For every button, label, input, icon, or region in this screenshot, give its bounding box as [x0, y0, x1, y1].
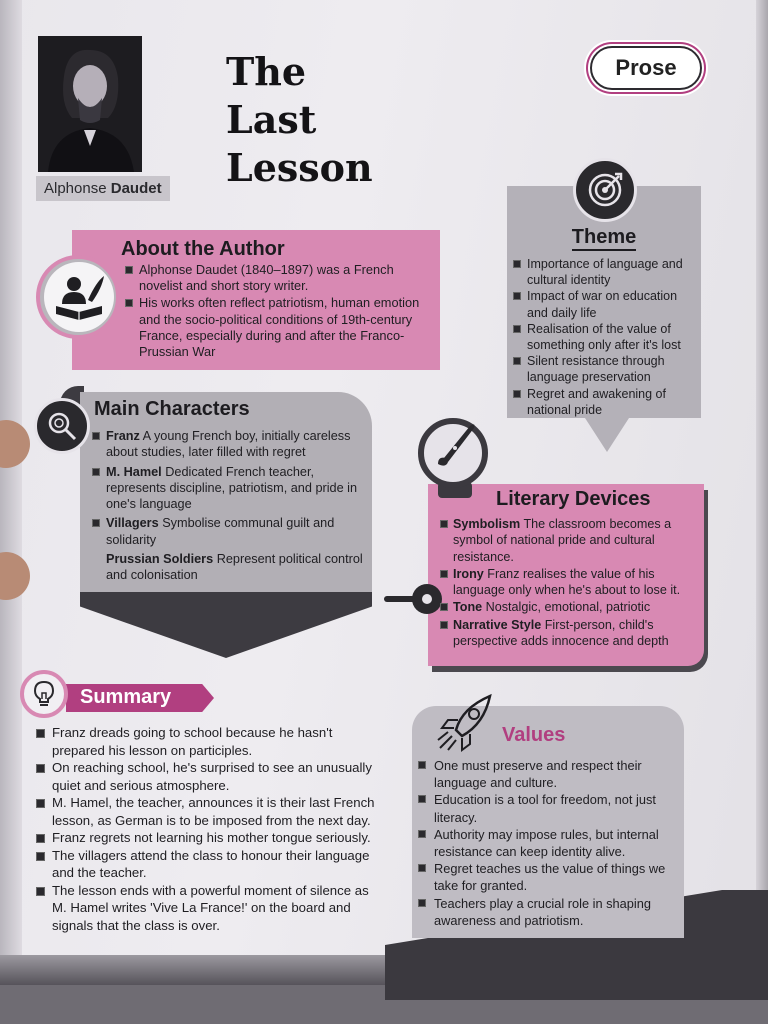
author-name-tag	[36, 176, 170, 201]
list-item: Tone Nostalgic, emotional, patriotic	[440, 599, 698, 615]
author-first-name: Alphonse	[44, 180, 107, 197]
title-line-2: Last	[226, 97, 317, 142]
list-item: Importance of language and cultural identity	[513, 256, 699, 288]
list-item: Teachers play a crucial role in shaping awareness and patriotism.	[418, 895, 680, 929]
page-title	[226, 48, 406, 192]
list-item: Symbolism The classroom becomes a symbol of national pride and cultural resistance.	[440, 516, 698, 565]
list-item: Prussian Soldiers Represent political control and colonisation	[106, 552, 363, 583]
list-item: Realisation of the value of something only after it's lost	[513, 321, 699, 353]
list-item: Education is a tool for freedom, not just literacy.	[418, 791, 680, 825]
bullet-icon	[92, 432, 100, 440]
bullet-icon	[92, 468, 100, 476]
list-item: Impact of war on education and daily life	[513, 288, 699, 320]
title-line-1: The	[226, 49, 307, 94]
list-item: Regret and awakening of national pride	[513, 386, 699, 418]
bullet-icon	[36, 729, 45, 738]
bullet-icon	[513, 260, 521, 268]
bullet-icon	[36, 852, 45, 861]
bullet-icon	[418, 899, 426, 907]
magnifier-icon	[34, 398, 90, 454]
list-item: Franz regrets not learning his mother tongue seriously.	[36, 829, 386, 847]
bullet-icon	[440, 520, 448, 528]
literary-devices-list	[440, 516, 698, 650]
list-item: Franz dreads going to school because he hasn't prepared his lesson on participles.	[36, 724, 386, 759]
values-list	[418, 757, 680, 929]
theme-list	[513, 256, 699, 418]
list-item: On reaching school, he's surprised to see an unusually quiet and serious atmosphere.	[36, 759, 386, 794]
bullet-icon	[440, 603, 448, 611]
main-characters-heading: Main Characters	[94, 398, 250, 420]
list-item: Villagers Symbolise communal guilt and solidarity	[92, 515, 368, 548]
about-author-list	[125, 262, 425, 361]
main-characters-list	[92, 428, 368, 587]
bullet-icon	[36, 834, 45, 843]
bullet-icon	[440, 621, 448, 629]
paintbrush-icon	[418, 418, 488, 488]
list-item: Silent resistance through language preservation	[513, 353, 699, 385]
list-item: Authority may impose rules, but internal resistance can keep identity alive.	[418, 826, 680, 860]
bullet-icon	[125, 299, 133, 307]
rocket-icon	[434, 690, 500, 752]
bullet-icon	[36, 887, 45, 896]
list-item: M. Hamel, the teacher, announces it is their last French lesson, as German is to be imposed from the next day.	[36, 794, 386, 829]
list-item: M. Hamel Dedicated French teacher, represents discipline, patriotism, and pride in one's language	[92, 464, 368, 513]
list-item: Alphonse Daudet (1840–1897) was a French novelist and short story writer.	[125, 262, 425, 294]
list-item: Franz A young French boy, initially careless about studies, later filled with regret	[92, 428, 368, 461]
bullet-icon	[418, 864, 426, 872]
category-badge: Prose	[590, 46, 702, 90]
bullet-icon	[513, 357, 521, 365]
list-item: The villagers attend the class to honour their language and the teacher.	[36, 847, 386, 882]
bullet-icon	[36, 799, 45, 808]
list-item: The lesson ends with a powerful moment of silence as M. Hamel writes 'Vive La France!' on the board and signals that the class is over.	[36, 882, 386, 935]
bullet-icon	[513, 325, 521, 333]
list-item: His works often reflect patriotism, human emotion and the socio-political conditions of 19th-century France, especially during and after the Franco-Prussian War	[125, 295, 425, 360]
bullet-icon	[513, 292, 521, 300]
bullet-icon	[418, 795, 426, 803]
values-heading: Values	[502, 724, 566, 746]
list-item: One must preserve and respect their language and culture.	[418, 757, 680, 791]
bulb-icon	[20, 670, 68, 718]
bullet-icon	[92, 519, 100, 527]
bullet-icon	[125, 266, 133, 274]
list-item: Regret teaches us the value of things we take for granted.	[418, 860, 680, 894]
author-book-icon	[44, 262, 114, 332]
page-left-edge	[0, 0, 22, 1024]
literary-devices-heading: Literary Devices	[496, 488, 651, 510]
bullet-icon	[440, 570, 448, 578]
page-right-edge	[756, 0, 768, 1024]
list-item: Irony Franz realises the value of his language only when he's about to lose it.	[440, 566, 698, 599]
author-portrait	[38, 36, 142, 172]
author-last-name: Daudet	[110, 180, 162, 197]
bullet-icon	[36, 764, 45, 773]
bullet-icon	[418, 830, 426, 838]
bullet-icon	[513, 390, 521, 398]
connector-dot	[412, 584, 442, 614]
theme-heading: Theme	[507, 226, 701, 249]
list-item: Narrative Style First-person, child's perspective adds innocence and depth	[440, 617, 698, 650]
about-author-heading: About the Author	[121, 238, 285, 260]
title-line-3: Lesson	[226, 145, 373, 190]
target-icon	[573, 158, 637, 222]
summary-list	[36, 724, 386, 934]
bullet-icon	[418, 761, 426, 769]
summary-heading: Summary	[80, 686, 172, 708]
